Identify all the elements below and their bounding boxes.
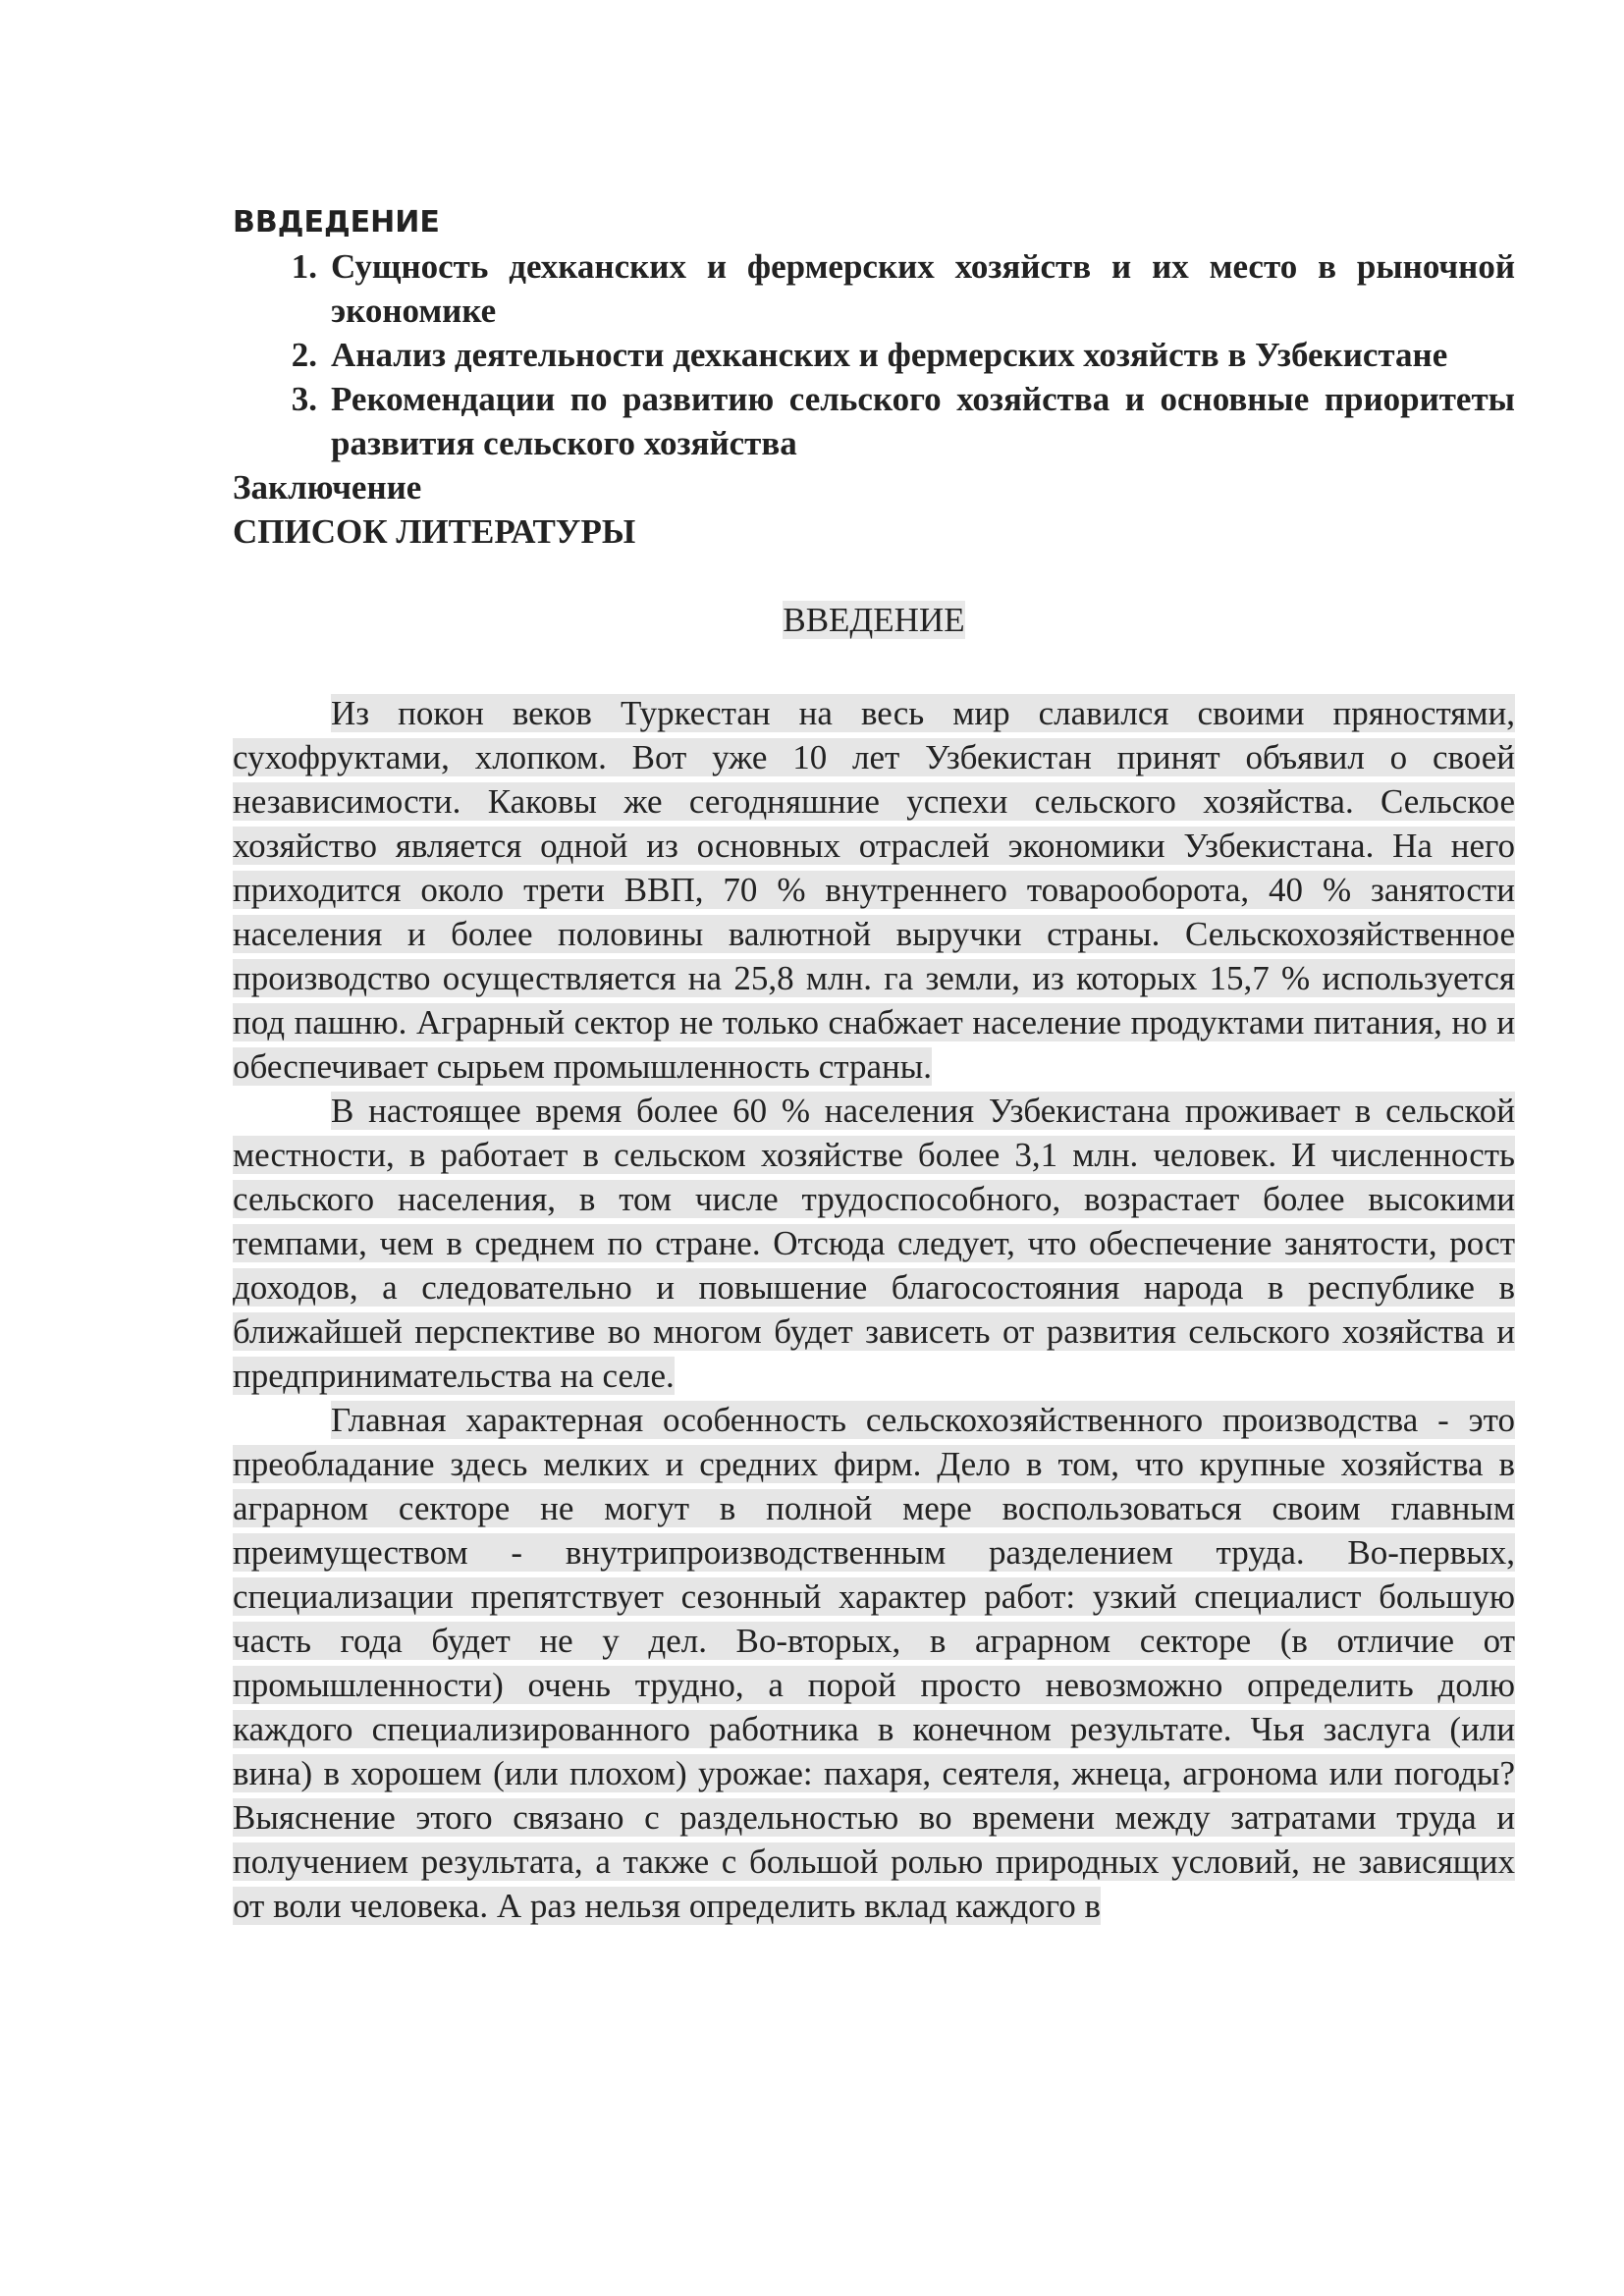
toc-item-number: 1. xyxy=(291,247,317,286)
intro-paragraph xyxy=(233,1398,1515,1928)
toc-item xyxy=(233,377,1515,465)
toc-list xyxy=(233,244,1515,465)
toc-references: СПИСОК ЛИТЕРАТУРЫ xyxy=(233,512,636,551)
document-page xyxy=(233,201,1515,1928)
intro-paragraph-text: Из покон веков Туркестан на весь мир славился своими пряностями, сухофруктами, хлопком. Вот уже 10 лет Узбекистан принят объявил о своей независимости. Каковы же сегодняшние успехи сельского хозяйства. Сельское хозяйство является одной из основных отраслей экономики Узбекистана. На него приходится около трети ВВП, 70 % внутреннего товарооборота, 40 % занятости населения и более половины валютной выручки страны. Сельскохозяйственное производство осуществляется на 25,8 млн. га земли, из которых 15,7 % используется под пашню. Аграрный сектор не только снабжает население продуктами питания, но и обеспечивает сырьем промышленность страны. xyxy=(233,694,1515,1086)
toc-item-text: Рекомендации по развитию сельского хозяйства и основные приоритеты развития сельского хозяйства xyxy=(331,380,1515,462)
toc-item xyxy=(233,244,1515,333)
intro-paragraph-text: В настоящее время более 60 % населения Узбекистана проживает в сельской местности, в работает в сельском хозяйстве более 3,1 млн. человек. И численность сельского населения, в том числе трудоспособного, возрастает более высокими темпами, чем в среднем по стране. Отсюда следует, что обеспечение занятости, рост доходов, а следовательно и повышение благосостояния народа в республике в ближайшей перспективе во многом будет зависеть от развития сельского хозяйства и предпринимательства на селе. xyxy=(233,1092,1515,1395)
intro-paragraph xyxy=(233,691,1515,1089)
toc-item-number: 3. xyxy=(291,380,317,418)
toc-item-text: Анализ деятельности дехканских и фермерских хозяйств в Узбекистане xyxy=(331,336,1448,374)
toc-conclusion: Заключение xyxy=(233,468,422,507)
intro-title-wrapper xyxy=(233,598,1515,642)
intro-title: ВВЕДЕНИЕ xyxy=(783,601,965,639)
toc-item-text: Сущность дехканских и фермерских хозяйств и их место в рыночной экономике xyxy=(331,247,1515,330)
intro-paragraph xyxy=(233,1089,1515,1398)
toc-item-number: 2. xyxy=(291,336,317,374)
toc-item xyxy=(233,333,1515,377)
intro-paragraph-text: Главная характерная особенность сельскохозяйственного производства - это преобладание здесь мелких и средних фирм. Дело в том, что крупные хозяйства в аграрном секторе не могут в полной мере воспользоваться своим главным преимуществом - внутрипроизводственным разделением труда. Во-первых, специализации препятствует сезонный характер работ: узкий специалист большую часть года будет не у дел. Во-вторых, в аграрном секторе (в отличие от промышленности) очень трудно, а порой просто невозможно определить долю каждого специализированного работника в конечном результате. Чья заслуга (или вина) в хорошем (или плохом) урожае: пахаря, сеятеля, жнеца, агронома или погоды? Выяснение этого связано с раздельностью во времени между затратами труда и получением результата, а также с большой ролью природных условий, не зависящих от воли человека. А раз нельзя определить вклад каждого в xyxy=(233,1401,1515,1925)
toc-heading: ВВДЕДЕНИЕ xyxy=(233,205,440,240)
